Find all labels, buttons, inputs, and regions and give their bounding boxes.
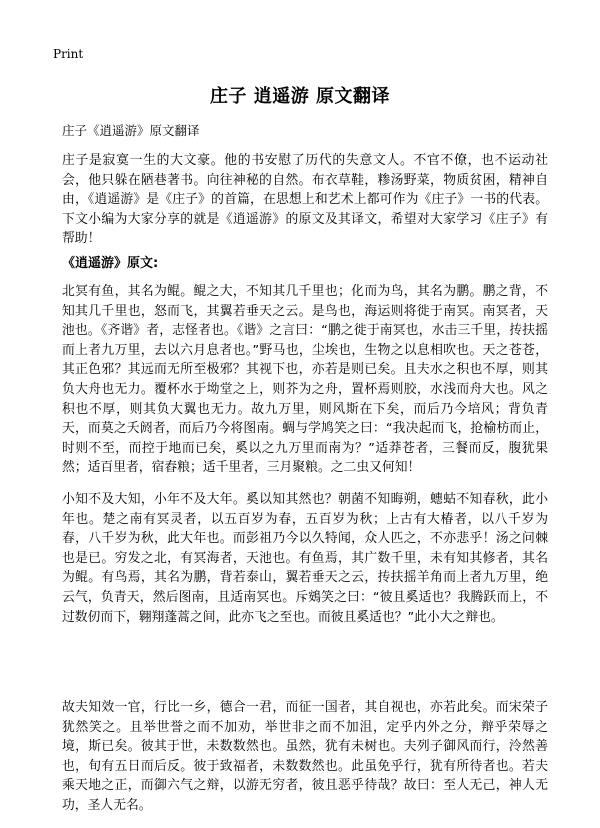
- section-heading: 《逍遥游》原文:: [62, 256, 159, 271]
- print-link[interactable]: Print: [53, 47, 84, 61]
- article-subtitle: 庄子《逍遥游》原文翻译: [62, 123, 200, 138]
- intro-paragraph: 庄子是寂寞一生的大文豪。他的书安慰了历代的失意文人。不官不僚，也不运动社会，他只躲在陋巷著书。向往神秘的自然。布衣草鞋，糁汤野菜，物质贫困，精神自由，《逍遥游》是《庄子》的首篇，在思想上和艺术上都可作为《庄子》一书的代表。下文小编为大家分享的就是《逍遥游》的原文及其译文，希望对大家学习《庄子》有帮助！: [62, 153, 548, 247]
- text-paragraph: 小知不及大知，小年不及大年。奚以知其然也？朝菌不知晦朔，蟪蛄不知春秋，此小年也。楚之南有冥灵者，以五百岁为春，五百岁为秋；上古有大椿者，以八千岁为春，八千岁为秋，此大年也。而彭祖乃今以久特闻，众人匹之，不亦悲乎！汤之问棘也是已。穷发之北，有冥海者，天池也。有鱼焉，其广数千里，未有知其修者，其名为鲲。有鸟焉，其名为鹏，背若泰山，翼若垂天之云，抟扶摇羊角而上者九万里，绝云气，负青天，然后图南，且适南冥也。斥鴳笑之曰：“彼且奚适也？我腾跃而上，不过数仞而下，翱翔蓬蒿之间，此亦飞之至也。而彼且奚适也？”此小大之辩也。: [62, 492, 548, 625]
- text-paragraph: 故夫知效一官，行比一乡，德合一君，而征一国者，其自视也，亦若此矣。而宋荣子犹然笑之。且举世誉之而不加劝，举世非之而不加沮，定乎内外之分，辩乎荣辱之境，斯已矣。彼其于世，未数数然也。虽然，犹有未树也。夫列子御风而行，泠然善也，旬有五日而后反。彼于致福者，未数数然也。此虽免乎行，犹有所待者也。若夫乘天地之正，而御六气之辩，以游无穷者，彼且恶乎待哉？故曰：至人无己，神人无功，圣人无名。: [62, 700, 548, 813]
- text-paragraph: 北冥有鱼，其名为鲲。鲲之大，不知其几千里也；化而为鸟，其名为鹏。鹏之背，不知其几千里也，怒而飞，其翼若垂天之云。是鸟也，海运则将徙于南冥。南冥者，天池也。《齐谐》者，志怪者也。《谐》之言曰：“鹏之徙于南冥也，水击三千里，抟扶摇而上者九万里，去以六月息者也。”野马也，尘埃也，生物之以息相吹也。天之苍苍，其正色邪？其远而无所至极邪？其视下也，亦若是则已矣。且夫水之积也不厚，则其负大舟也无力。覆杯水于坳堂之上，则芥为之舟，置杯焉则胶，水浅而舟大也。风之积也不厚，则其负大翼也无力。故九万里，则风斯在下矣，而后乃今培风；背负青天，而莫之夭阏者，而后乃今将图南。蜩与学鸠笑之曰：“我决起而飞，抢榆枋而止，时则不至，而控于地而已矣，奚以之九万里而南为？”适莽苍者，三餐而反，腹犹果然；适百里者，宿舂粮；适千里者，三月聚粮。之二虫又何知！: [62, 284, 548, 476]
- page-title: 庄子 逍遥游 原文翻译: [209, 86, 391, 107]
